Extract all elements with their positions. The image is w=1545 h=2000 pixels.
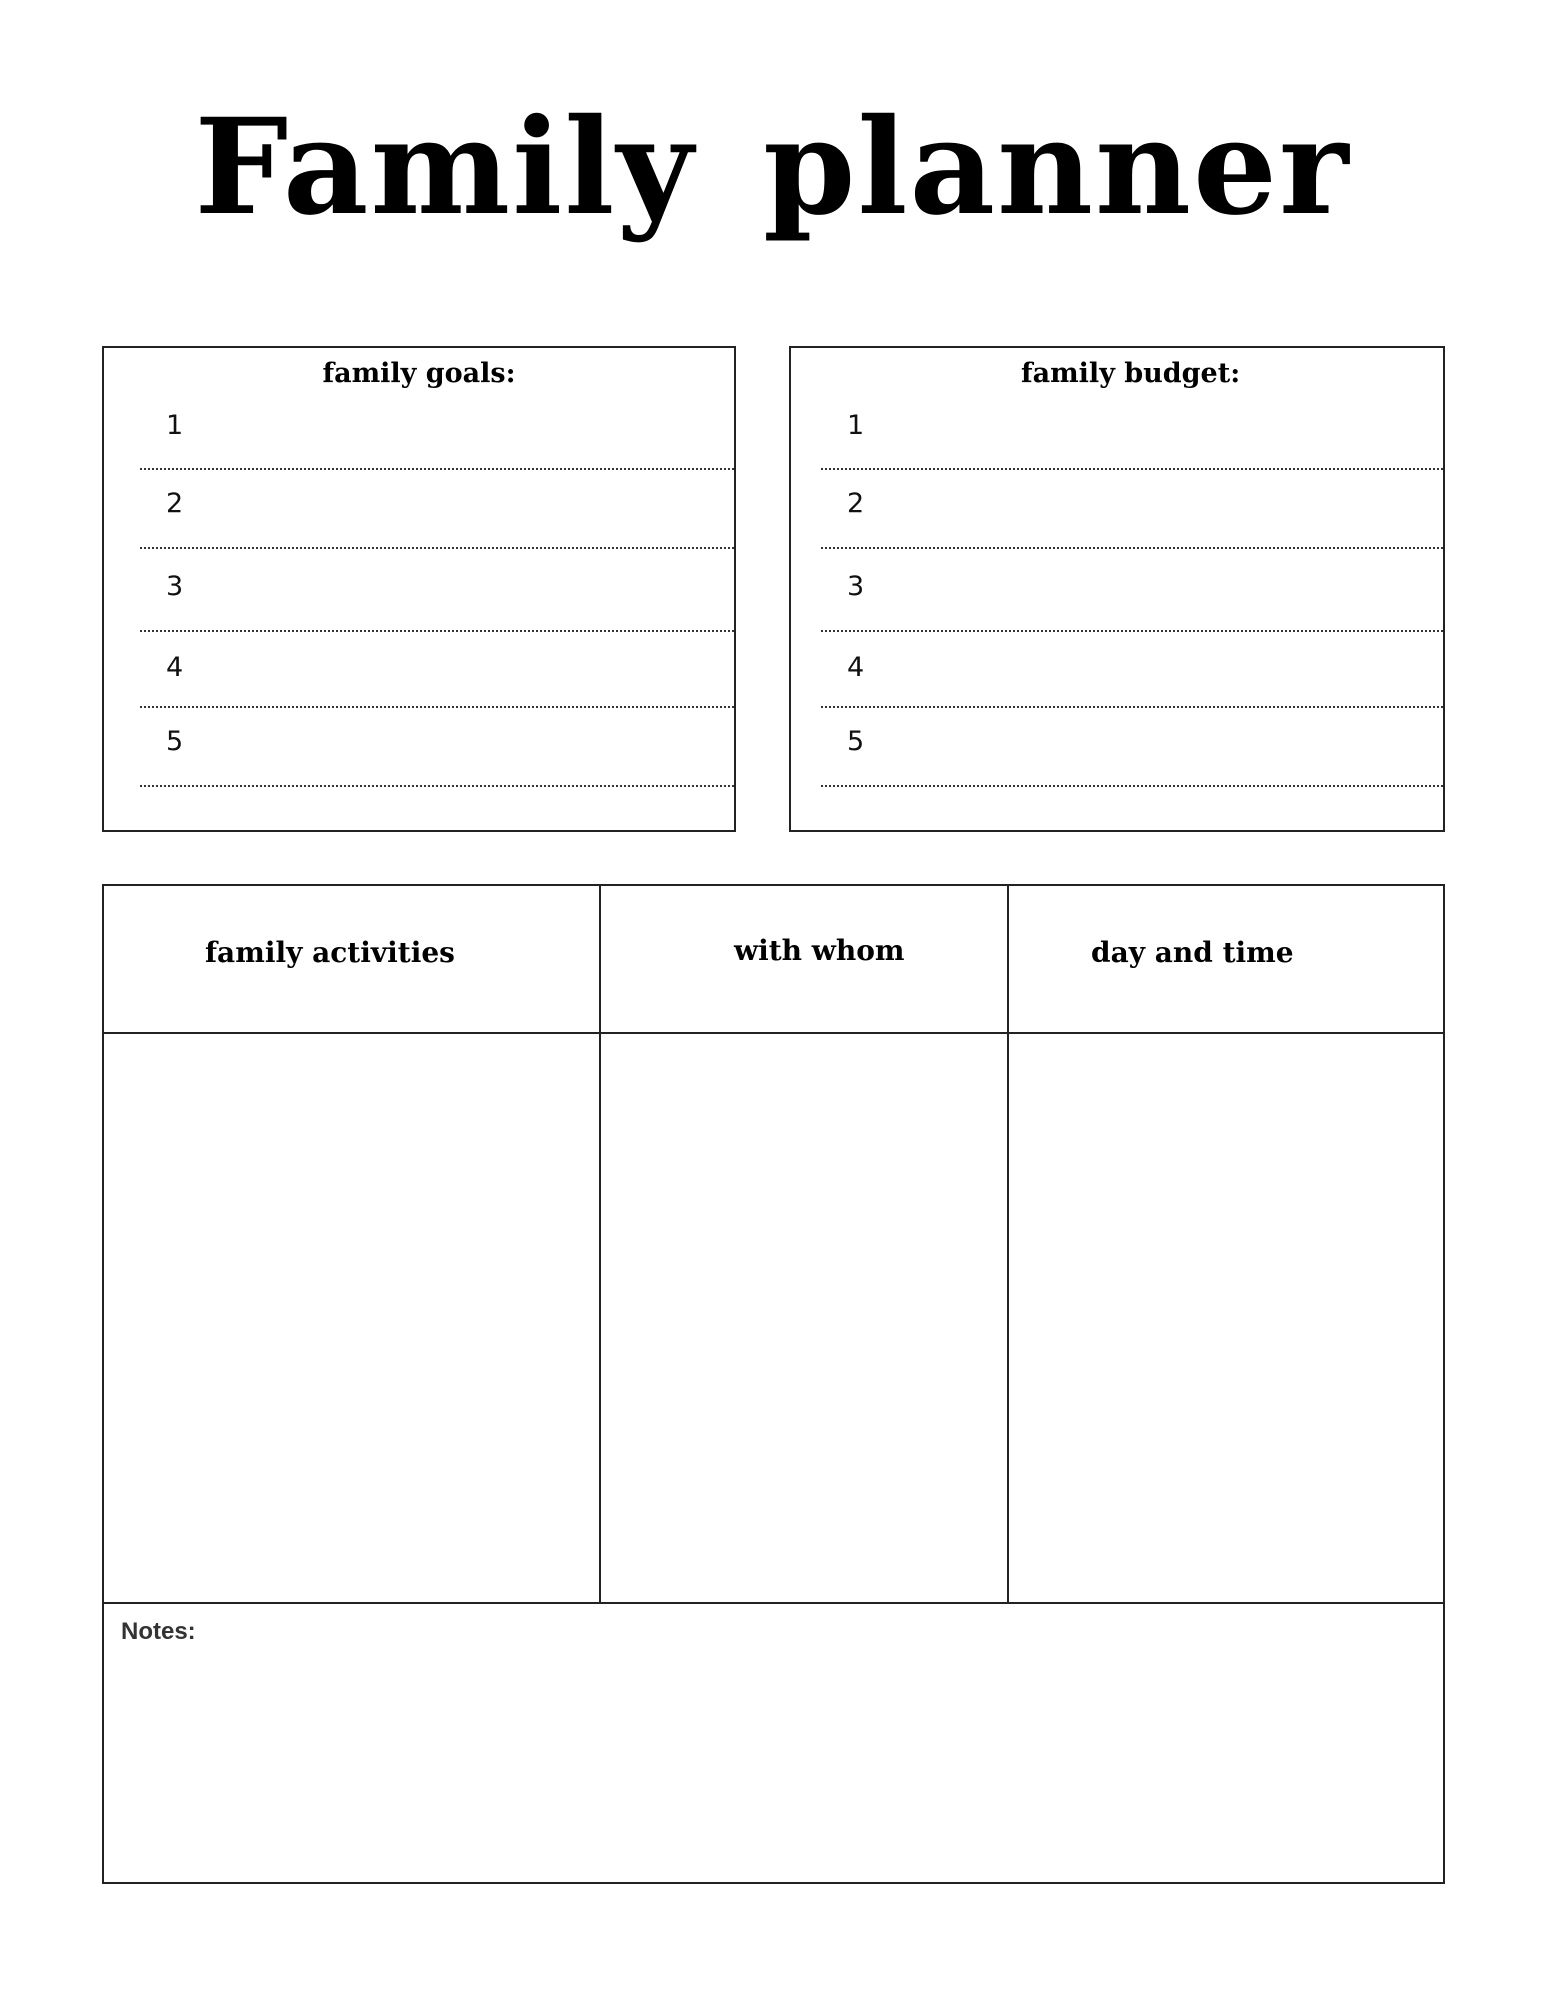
family-goals-heading: family goals:: [322, 358, 516, 389]
activities-cell[interactable]: [104, 1034, 599, 1602]
goal-line-2[interactable]: [140, 470, 734, 549]
family-budget-list: [821, 388, 1443, 787]
goal-line-3[interactable]: [140, 549, 734, 632]
notes-divider: [104, 1602, 1443, 1604]
goal-number: 5: [166, 726, 184, 757]
family-budget-box: [789, 346, 1445, 832]
budget-number: 1: [847, 410, 865, 441]
goal-number: 3: [166, 571, 184, 602]
goal-line-4[interactable]: [140, 632, 734, 708]
column-header-with-whom: with whom: [734, 934, 905, 967]
goal-number: 2: [166, 488, 184, 519]
goal-line-5[interactable]: [140, 708, 734, 787]
goal-number: 1: [166, 410, 184, 441]
notes-label: Notes:: [121, 1618, 196, 1645]
budget-line-1[interactable]: [821, 388, 1443, 470]
notes-area[interactable]: [104, 1656, 1443, 1882]
budget-number: 5: [847, 726, 865, 757]
budget-line-3[interactable]: [821, 549, 1443, 632]
family-activities-table: [102, 884, 1445, 1884]
column-header-family-activities: family activities: [205, 936, 455, 969]
with-whom-cell[interactable]: [601, 1034, 1007, 1602]
column-header-day-and-time: day and time: [1091, 936, 1294, 969]
family-goals-list: [140, 388, 734, 787]
budget-number: 3: [847, 571, 865, 602]
budget-line-4[interactable]: [821, 632, 1443, 708]
family-budget-heading: family budget:: [1021, 358, 1241, 389]
family-goals-box: [102, 346, 736, 832]
goal-number: 4: [166, 652, 184, 683]
day-and-time-cell[interactable]: [1009, 1034, 1443, 1602]
budget-line-2[interactable]: [821, 470, 1443, 549]
goal-line-1[interactable]: [140, 388, 734, 470]
page-title: Family planner: [194, 90, 1351, 245]
budget-number: 4: [847, 652, 865, 683]
budget-number: 2: [847, 488, 865, 519]
budget-line-5[interactable]: [821, 708, 1443, 787]
